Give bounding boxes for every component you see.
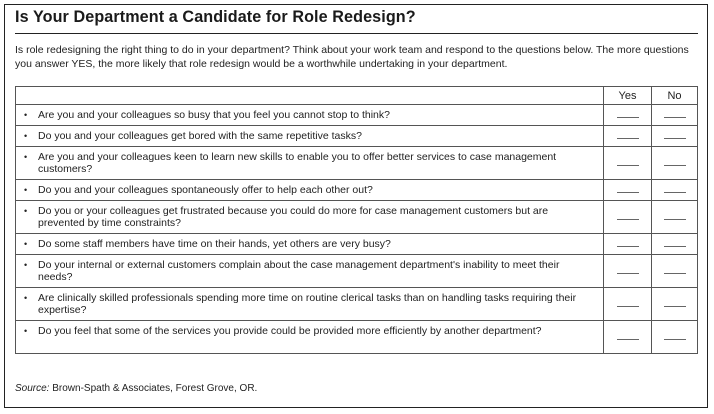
question-text: Do your internal or external customers complain about the case management department's inability to meet their needs?: [38, 258, 560, 283]
question-text: Are you and your colleagues keen to learn new skills to enable you to offer better services to case management customers?: [38, 150, 557, 175]
yes-answer-line: [617, 130, 639, 139]
yes-answer-blank[interactable]: [604, 146, 652, 179]
yes-answer-blank[interactable]: [604, 125, 652, 146]
question-text: Do you and your colleagues get bored with the same repetitive tasks?: [38, 129, 362, 142]
question-cell: [16, 125, 604, 146]
bullet-icon: •: [24, 184, 28, 195]
yes-answer-blank[interactable]: [604, 233, 652, 254]
bullet-icon: •: [24, 325, 28, 336]
yes-answer-blank[interactable]: [604, 179, 652, 200]
table-row: [16, 146, 698, 179]
no-answer-line: [664, 157, 686, 166]
question-cell: [16, 320, 604, 353]
no-answer-blank[interactable]: [652, 146, 698, 179]
question-cell: [16, 233, 604, 254]
source-label: Source:: [15, 383, 50, 394]
question-text: Do you and your colleagues spontaneously offer to help each other out?: [38, 183, 373, 196]
question-cell: [16, 105, 604, 126]
yes-answer-line: [617, 238, 639, 247]
source-text: Brown-Spath & Associates, Forest Grove, OR.: [52, 383, 258, 394]
no-answer-blank[interactable]: [652, 233, 698, 254]
table-row: [16, 233, 698, 254]
question-text: Do you or your colleagues get frustrated because you could do more for case management customers but are prevented by time constraints?: [38, 204, 549, 229]
no-answer-blank[interactable]: [652, 320, 698, 353]
question-text: Do you feel that some of the services you provide could be provided more efficiently by another department?: [38, 324, 542, 337]
no-answer-blank[interactable]: [652, 105, 698, 126]
no-answer-line: [664, 109, 686, 118]
yes-answer-blank[interactable]: [604, 254, 652, 287]
question-cell: [16, 287, 604, 320]
table-row: [16, 320, 698, 353]
yes-column-header: Yes: [604, 87, 652, 105]
yes-answer-line: [617, 157, 639, 166]
bullet-icon: •: [24, 259, 28, 270]
no-answer-line: [664, 331, 686, 340]
table-row: [16, 125, 698, 146]
no-answer-line: [664, 184, 686, 193]
yes-answer-line: [617, 211, 639, 220]
yes-answer-blank[interactable]: [604, 320, 652, 353]
bullet-icon: •: [24, 110, 28, 120]
yes-answer-line: [617, 331, 639, 340]
no-answer-blank[interactable]: [652, 179, 698, 200]
yes-answer-blank[interactable]: [604, 287, 652, 320]
bullet-icon: •: [24, 151, 28, 162]
yes-answer-line: [617, 184, 639, 193]
question-text: Are you and your colleagues so busy that you feel you cannot stop to think?: [38, 109, 390, 121]
question-cell: [16, 179, 604, 200]
no-answer-line: [664, 238, 686, 247]
question-cell: [16, 200, 604, 233]
questionnaire-table: [15, 86, 698, 354]
no-answer-blank[interactable]: [652, 254, 698, 287]
table-row: [16, 254, 698, 287]
no-answer-blank[interactable]: [652, 125, 698, 146]
table-row: [16, 287, 698, 320]
no-answer-blank[interactable]: [652, 287, 698, 320]
no-answer-line: [664, 130, 686, 139]
no-column-header: No: [652, 87, 698, 105]
bullet-icon: •: [24, 205, 28, 216]
no-answer-line: [664, 265, 686, 274]
title-divider: [15, 33, 698, 34]
page-title: Is Your Department a Candidate for Role Redesign?: [15, 7, 416, 26]
question-column-header: [16, 87, 604, 105]
yes-answer-line: [617, 265, 639, 274]
table-header-row: [16, 87, 698, 105]
bullet-icon: •: [24, 238, 28, 249]
no-answer-blank[interactable]: [652, 200, 698, 233]
table-row: [16, 179, 698, 200]
question-cell: [16, 254, 604, 287]
yes-answer-line: [617, 298, 639, 307]
yes-answer-blank[interactable]: [604, 105, 652, 126]
bullet-icon: •: [24, 130, 28, 141]
question-text: Do some staff members have time on their hands, yet others are very busy?: [38, 237, 391, 250]
question-cell: [16, 146, 604, 179]
bullet-icon: •: [24, 292, 28, 303]
question-text: Are clinically skilled professionals spending more time on routine clerical tasks than on handling tasks requiring their expertise?: [38, 291, 577, 316]
table-row: [16, 200, 698, 233]
no-answer-line: [664, 211, 686, 220]
intro-paragraph: Is role redesigning the right thing to do in your department? Think about your work team and respond to the questions below. The more questions you answer YES, the more likely that role redesign would be a worthwhile undertaking in your department.: [15, 44, 689, 70]
source-note: [15, 383, 257, 394]
yes-answer-blank[interactable]: [604, 200, 652, 233]
no-answer-line: [664, 298, 686, 307]
table-row: [16, 105, 698, 126]
yes-answer-line: [617, 109, 639, 118]
